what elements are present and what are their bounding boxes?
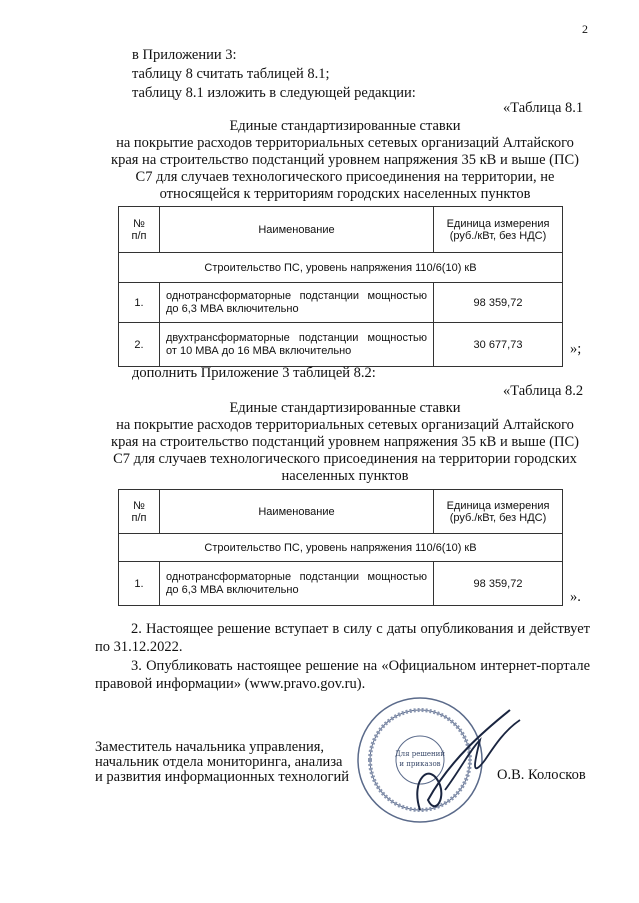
row-name: однотрансформаторные подстанции мощностью до 6,3 МВА включительно <box>160 283 434 323</box>
row-name: однотрансформаторные подстанции мощностью до 6,3 МВА включительно <box>160 562 434 606</box>
title-line: относящейся к территориям городских населенных пунктов <box>159 186 531 202</box>
intro-line-3: таблицу 8.1 изложить в следующей редакции: <box>132 85 416 101</box>
title-line: края на строительство подстанций уровнем напряжения 35 кВ и выше (ПС) <box>111 152 579 168</box>
row-value: 98 359,72 <box>434 283 563 323</box>
position-line: начальник отдела мониторинга, анализа <box>95 754 343 770</box>
row-num: 1. <box>119 562 160 606</box>
page-number: 2 <box>582 22 588 36</box>
table-8-2 <box>118 489 563 606</box>
table81-close: »; <box>570 341 582 357</box>
row-num: 1. <box>119 283 160 323</box>
header-name: Наименование <box>160 490 434 534</box>
signatory-name: О.В. Колосков <box>497 767 586 783</box>
row-value: 30 677,73 <box>434 323 563 367</box>
table82-label: «Таблица 8.2 <box>503 383 584 399</box>
header-num: № п/п <box>119 207 160 253</box>
header-unit: Единица измерения (руб./кВт, без НДС) <box>434 490 563 534</box>
row-value: 98 359,72 <box>434 562 563 606</box>
header-name: Наименование <box>160 207 434 253</box>
signatory-position <box>95 740 349 785</box>
add-line: дополнить Приложение 3 таблицей 8.2: <box>132 365 376 381</box>
title-line: на покрытие расходов территориальных сетевых организаций Алтайского <box>116 417 574 433</box>
table-8-1 <box>118 206 563 367</box>
stamp-label: Для решений <box>394 750 446 758</box>
paragraph-3: 3. Опубликовать настоящее решение на «Официальном интернет-портале правовой информации» (www.pravo.gov.ru). <box>95 658 590 692</box>
paragraph-2: 2. Настоящее решение вступает в силу с даты опубликования и действует по 31.12.2022. <box>95 621 590 655</box>
position-line: и развития информационных технологий <box>95 769 350 785</box>
section-row: Строительство ПС, уровень напряжения 110/6(10) кВ <box>119 253 563 283</box>
title-line: Единые стандартизированные ставки <box>229 400 461 416</box>
row-num: 2. <box>119 323 160 367</box>
stamp-label: и приказов <box>399 760 441 768</box>
title-line: С7 для случаев технологического присоединения на территории городских <box>113 451 577 467</box>
intro-line-1: в Приложении 3: <box>132 47 237 63</box>
title-line: населенных пунктов <box>281 468 409 484</box>
handwritten-signature <box>390 700 530 830</box>
table-row <box>119 283 563 323</box>
position-line: Заместитель начальника управления, <box>95 739 325 755</box>
header-num: № п/п <box>119 490 160 534</box>
title-line: на покрытие расходов территориальных сетевых организаций Алтайского <box>116 135 574 151</box>
table-row <box>119 562 563 606</box>
header-unit: Единица измерения (руб./кВт, без НДС) <box>434 207 563 253</box>
table82-title <box>95 400 595 485</box>
section-row: Строительство ПС, уровень напряжения 110/6(10) кВ <box>119 534 563 562</box>
table82-close: ». <box>570 589 581 605</box>
table81-title <box>95 118 595 203</box>
title-line: Единые стандартизированные ставки <box>229 118 461 134</box>
intro-line-2: таблицу 8 считать таблицей 8.1; <box>132 66 330 82</box>
title-line: С7 для случаев технологического присоединения на территории, не <box>135 169 555 185</box>
title-line: края на строительство подстанций уровнем напряжения 35 кВ и выше (ПС) <box>111 434 579 450</box>
table81-label: «Таблица 8.1 <box>503 100 584 116</box>
row-name: двухтрансформаторные подстанции мощностью от 10 МВА до 16 МВА включительно <box>160 323 434 367</box>
table-row <box>119 323 563 367</box>
